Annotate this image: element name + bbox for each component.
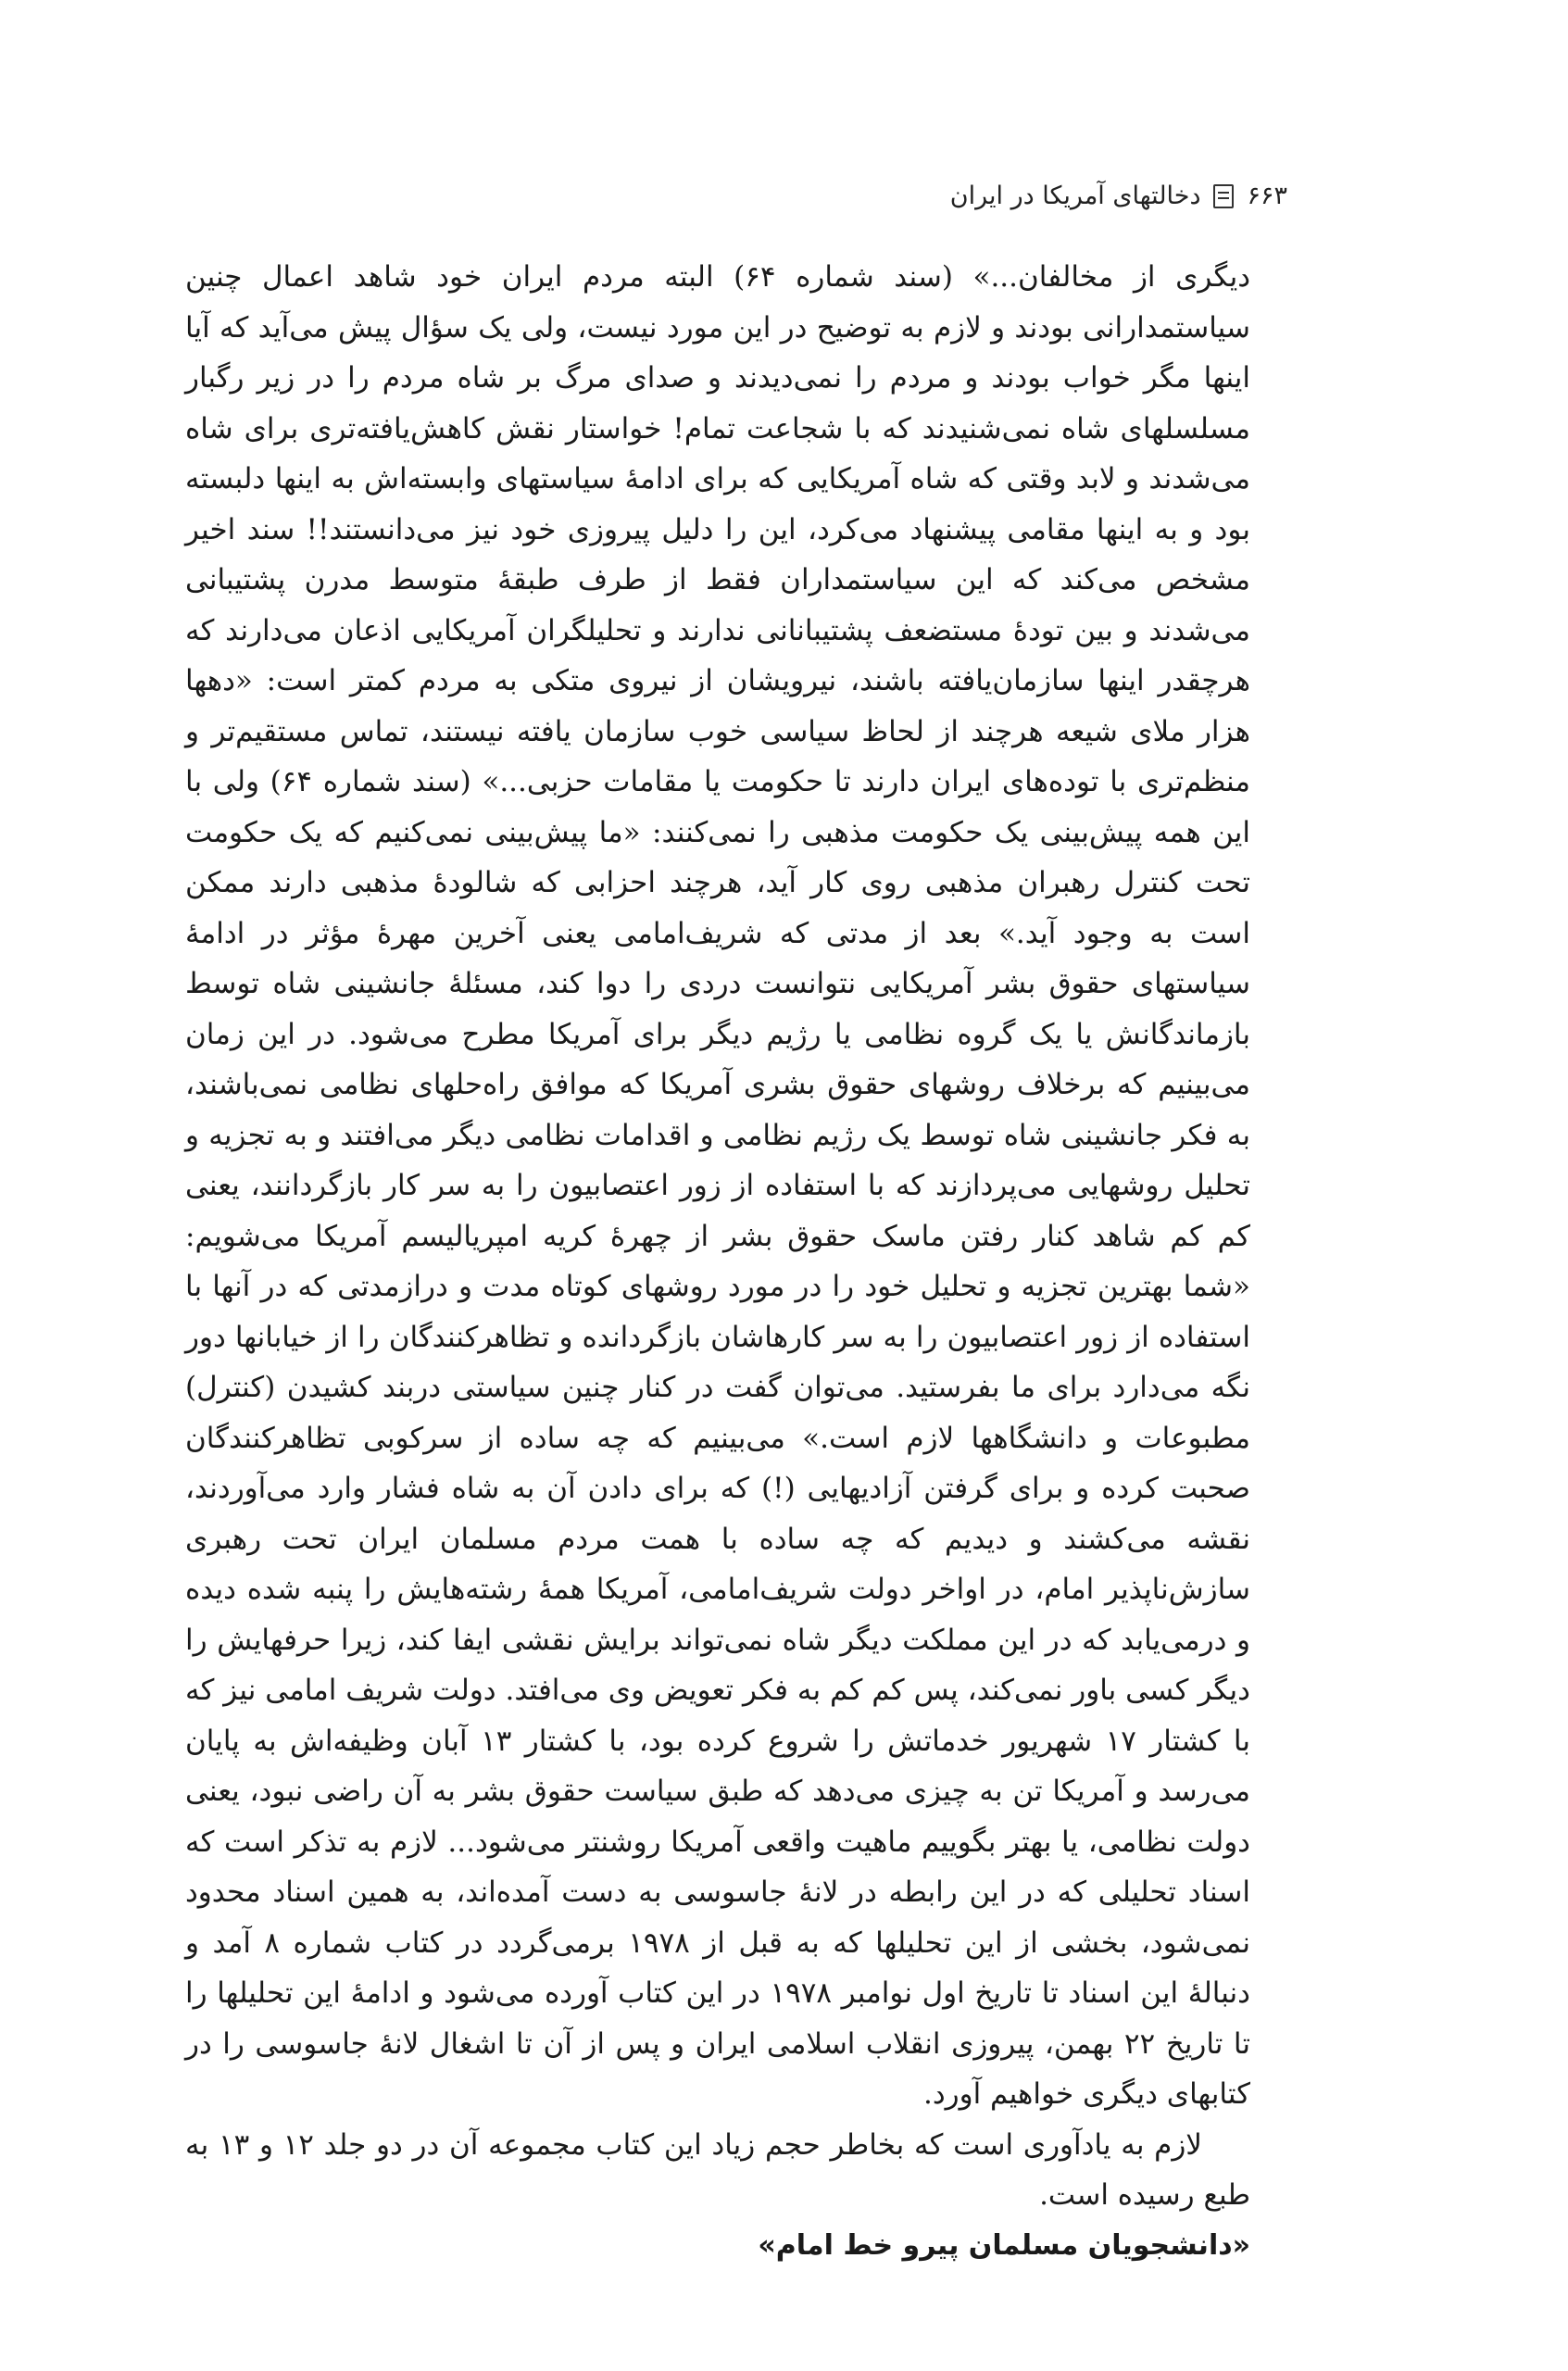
running-header <box>278 182 1287 210</box>
paragraph-note: لازم به یادآوری است که بخاطر حجم زیاد این کتاب مجموعه آن در دو جلد ۱۲ و ۱۳ به طبع رسیده است. <box>185 2127 1250 2212</box>
signature: «دانشجویان مسلمان پیرو خط امام» <box>758 2228 1250 2262</box>
body-text <box>185 252 1250 2271</box>
page-number: ۶۶۳ <box>1247 182 1287 210</box>
paragraph-main: دیگری از مخالفان...» (سند شماره ۶۴) البته مردم ایران خود شاهد اعمال چنین سیاستمدارانی بودند و لازم به توضیح در این مورد نیست، ولی یک سؤال پیش می‌آید که آیا اینها مگر خواب بودند و مردم را نمی‌دیدند و صدای مرگ بر شاه مردم را در زیر رگبار مسلسلهای شاه نمی‌شنیدند که با شجاعت تمام! خواستار نقش کاهش‌یافته‌تری برای شاه می‌شدند و لابد وقتی که شاه آمریکایی که برای ادامهٔ سیاستهای وابسته‌اش به اینها دلبسته بود و به اینها مقامی پیشنهاد می‌کرد، این را دلیل پیروزی خود نیز می‌دانستند!! سند اخیر مشخص می‌کند که این سیاستمداران فقط از طرف طبقهٔ متوسط مدرن پشتیبانی می‌شدند و بین تودهٔ مستضعف پشتیبانانی ندارند و تحلیلگران آمریکایی اذعان می‌دارند که هرچقدر اینها سازمان‌یافته باشند، نیرویشان از نیروی متکی به مردم کمتر است: «دهها هزار ملای شیعه هرچند از لحاظ سیاسی خوب سازمان یافته نیستند، تماس مستقیم‌تر و منظم‌تری با توده‌های ایران دارند تا حکومت یا مقامات حزبی...» (سند شماره ۶۴) ولی با این همه پیش‌بینی یک حکومت مذهبی را نمی‌کنند: «ما پیش‌بینی نمی‌کنیم که یک حکومت تحت کنترل رهبران مذهبی روی کار آید، هرچند احزابی که شالودهٔ مذهبی دارند ممکن است به وجود آید.» بعد از مدتی که شریف‌امامی یعنی آخرین مهرهٔ مؤثر در ادامهٔ سیاستهای حقوق بشر آمریکایی نتوانست دردی را دوا کند، مسئلهٔ جانشینی شاه توسط بازماندگانش یا یک گروه نظامی یا رژیم دیگر برای آمریکا مطرح می‌شود. در این زمان می‌بینیم که برخلاف روشهای حقوق بشری آمریکا که موافق راه‌حلهای نظامی نمی‌باشند، به فکر جانشینی شاه توسط یک رژیم نظامی و اقدامات نظامی دیگر می‌افتند و به تجزیه و تحلیل روشهایی می‌پردازند که با استفاده از زور اعتصابیون را به سر کار بازگردانند، یعنی کم کم شاهد کنار رفتن ماسک حقوق بشر از چهرهٔ کریه امپریالیسم آمریکا می‌شویم: «شما بهترین تجزیه و تحلیل خود را در مورد روشهای کوتاه مدت و درازمدتی که در آنها با استفاده از زور اعتصابیون را به سر کارهاشان بازگردانده و تظاهرکنندگان را از خیابانها دور نگه می‌دارد برای ما بفرستید. می‌توان گفت در کنار چنین سیاستی دربند کشیدن (کنترل) مطبوعات و دانشگاهها لازم است.» می‌بینیم که چه ساده از سرکوبی تظاهرکنندگان صحبت کرده و برای گرفتن آزادیهایی (!) که برای دادن آن به شاه فشار وارد می‌آوردند، نقشه می‌کشند و دیدیم که چه ساده با همت مردم مسلمان ایران تحت رهبری سازش‌ناپذیر امام، در اواخر دولت شریف‌امامی، آمریکا همهٔ رشته‌هایش را پنبه شده دیده و درمی‌یابد که در این مملکت دیگر شاه نمی‌تواند برایش نقشی ایفا کند، زیرا حرفهایش را دیگر کسی باور نمی‌کند، پس کم کم به فکر تعویض وی می‌افتد. دولت شریف امامی نیز که با کشتار ۱۷ شهریور خدماتش را شروع کرده بود، با کشتار ۱۳ آبان وظیفه‌اش به پایان می‌رسد و آمریکا تن به چیزی می‌دهد که طبق سیاست حقوق بشر به آن راضی نبود، یعنی دولت نظامی، یا بهتر بگوییم ماهیت واقعی آمریکا روشنتر می‌شود... لازم به تذکر است که اسناد تحلیلی که در این رابطه در لانهٔ جاسوسی به دست آمده‌اند، به همین اسناد محدود نمی‌شود، بخشی از این تحلیلها که به قبل از ۱۹۷۸ برمی‌گردد در کتاب شماره ۸ آمد و دنبالهٔ این اسناد تا تاریخ اول نوامبر ۱۹۷۸ در این کتاب آورده می‌شود و ادامهٔ این تحلیلها را تا تاریخ ۲۲ بهمن، پیروزی انقلاب اسلامی ایران و پس از آن تا اشغال لانهٔ جاسوسی را در کتابهای دیگری خواهیم آورد. <box>185 260 1251 2111</box>
book-title: دخالتهای آمریکا در ایران <box>949 182 1201 210</box>
book-icon <box>1213 184 1234 208</box>
